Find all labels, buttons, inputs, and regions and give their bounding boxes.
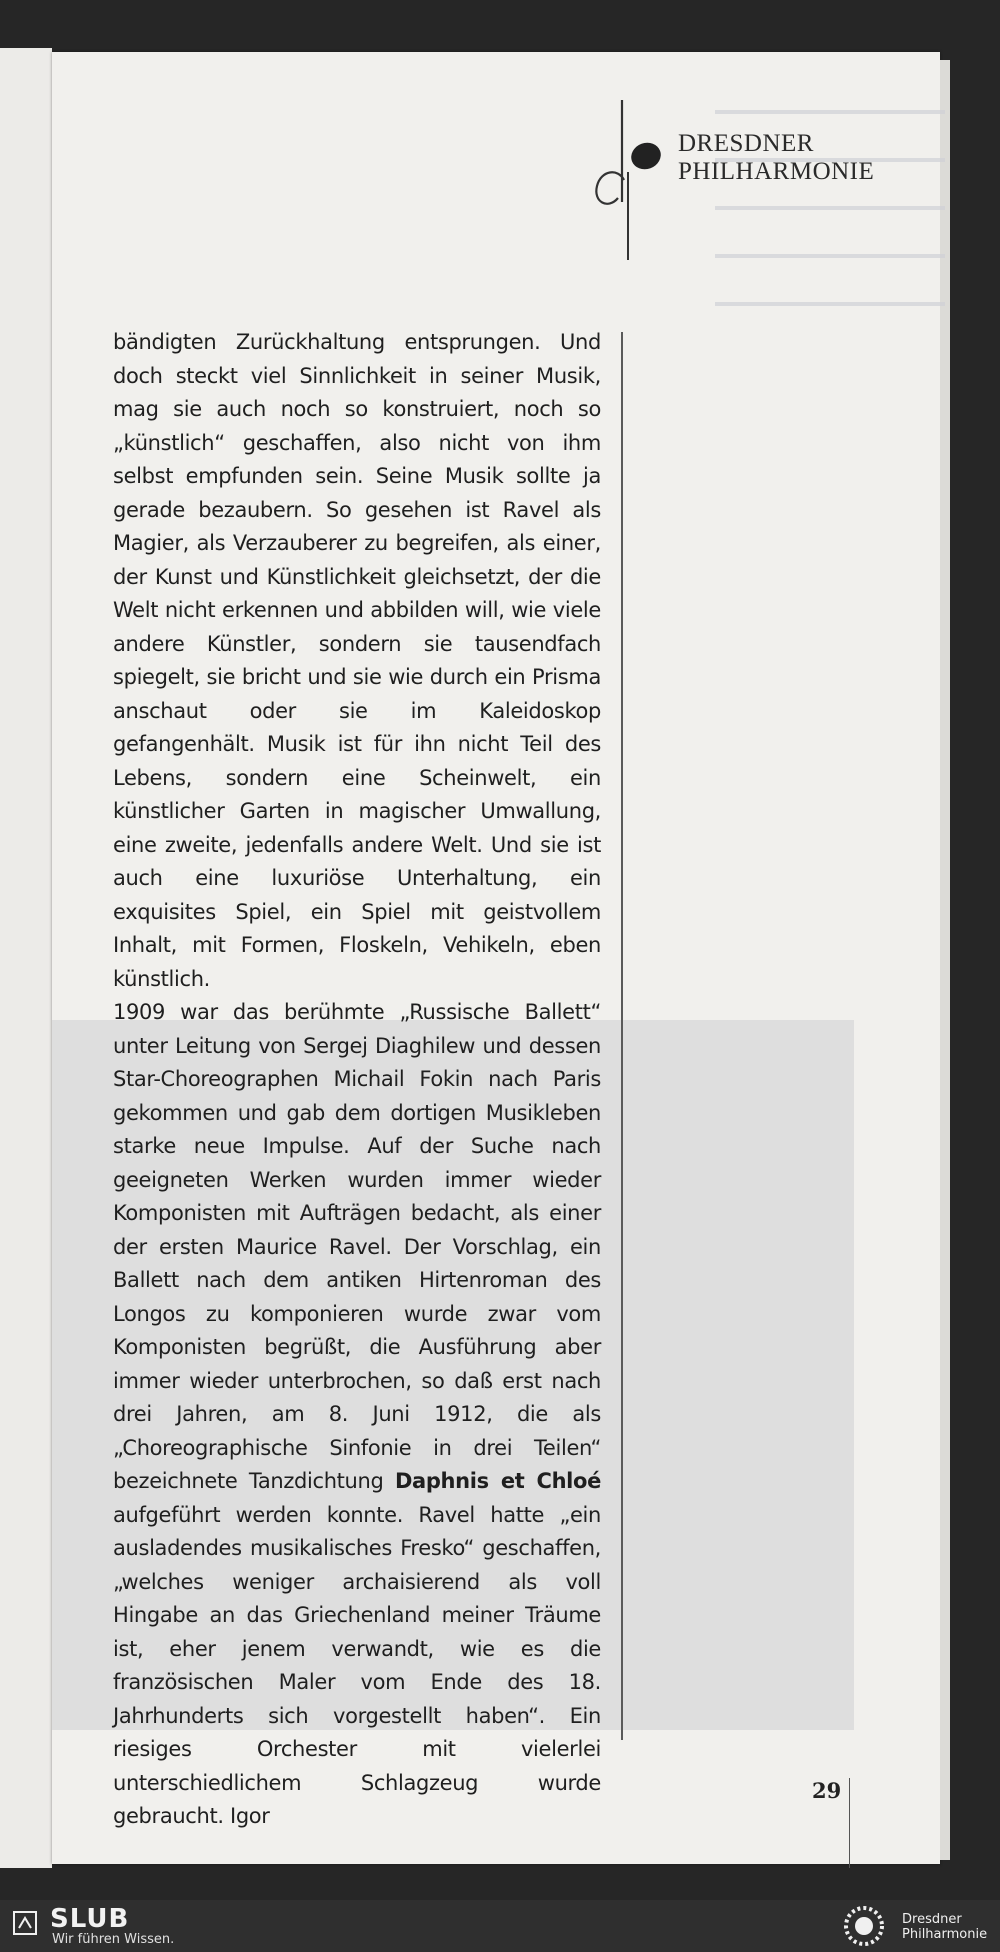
logo-wordmark [678,130,874,186]
viewer-footer [0,1900,1000,1952]
logo-line-1: DRESDNER [678,130,814,157]
paragraph-2 [113,996,601,1834]
column-divider [621,332,623,1740]
paragraph-1: bändigten Zurückhaltung entsprungen. Und doch steckt viel Sinnlichkeit in seiner Musik, mag sie auch noch so konstruiert, noch so „künstlich“ geschaffen, also nicht von ihm selbst empfunden sein. Seine Musik sollte ja gerade bezaubern. So gesehen ist Ravel als Magier, als Verzauberer zu begreifen, als einer, der Kunst und Künstlichkeit gleichsetzt, der die Welt nicht erkennen und abbilden will, wie viele andere Künstler, sondern sie tausendfach spiegelt, sie bricht und sie wie durch ein Prisma anschaut oder sie im Kaleidoskop gefangenhält. Musik ist für ihn nicht Teil des Lebens, sondern eine Scheinwelt, ein künstlicher Garten in magischer Umwallung, eine zweite, jedenfalls andere Welt. Und sie ist auch eine luxuriöse Unterhaltung, ein exquisites Spiel, ein Spiel mit geistvollem Inhalt, mit Formen, Floskeln, Vehikeln, eben künstlich. [113,330,601,991]
page-stack-edge [940,60,950,1860]
previous-page-edge [0,48,52,1868]
article-body [113,326,601,1834]
partner-line-1: Dresdner [902,1912,962,1927]
paragraph-2-part-2: aufgeführt werden konnte. Ravel hatte „ein ausladendes musikalisches Fresko“ geschaffen, „welches weniger archaisierend als voll Hingabe an das Griechenland meiner Träume ist, eher jenem verwandt, wie es die französischen Maler vom Ende des 18. Jahrhunderts sich vorgestellt haben“. Ein riesiges Orchester mit vielerlei unterschiedlichem Schlagzeug wurde gebraucht. Igor [113,1502,601,1828]
page-number-rule [849,1778,850,1868]
page-number: 29 [812,1778,842,1803]
library-slogan: Wir führen Wissen. [52,1932,175,1947]
philharmonie-emblem-icon [842,1904,886,1948]
partner-name [902,1912,987,1942]
logo-line-2: PHILHARMONIE [678,158,875,185]
library-name: SLUB [50,1904,130,1934]
paragraph-2-part-1: 1909 war das berühmte „Russische Ballett“ unter Leitung von Sergej Diaghilew und dessen Star-Choreographen Michail Fokin nach Paris gekommen und gab dem dortigen Musikleben starke neue Impulse. Auf der Suche nach geeigneten Werken wurden immer wieder Komponisten mit Aufträgen bedacht, als einer der ersten Maurice Ravel. Der Vorschlag, ein Ballett nach dem antiken Hirtenroman des Longos zu komponieren wurde zwar vom Komponisten begrüßt, die Ausführung aber immer wieder unterbrochen, so daß erst nach drei Jahren, am 8. Juni 1912, die als „Choreographische Sinfonie in drei Teilen“ bezeichnete Tanzdichtung [113,1000,601,1493]
work-title: Daphnis et Chloé [394,1469,601,1493]
partner-line-2: Philharmonie [902,1927,988,1942]
slub-logo-icon [12,1910,38,1936]
dresdner-philharmonie-logo [588,100,908,260]
